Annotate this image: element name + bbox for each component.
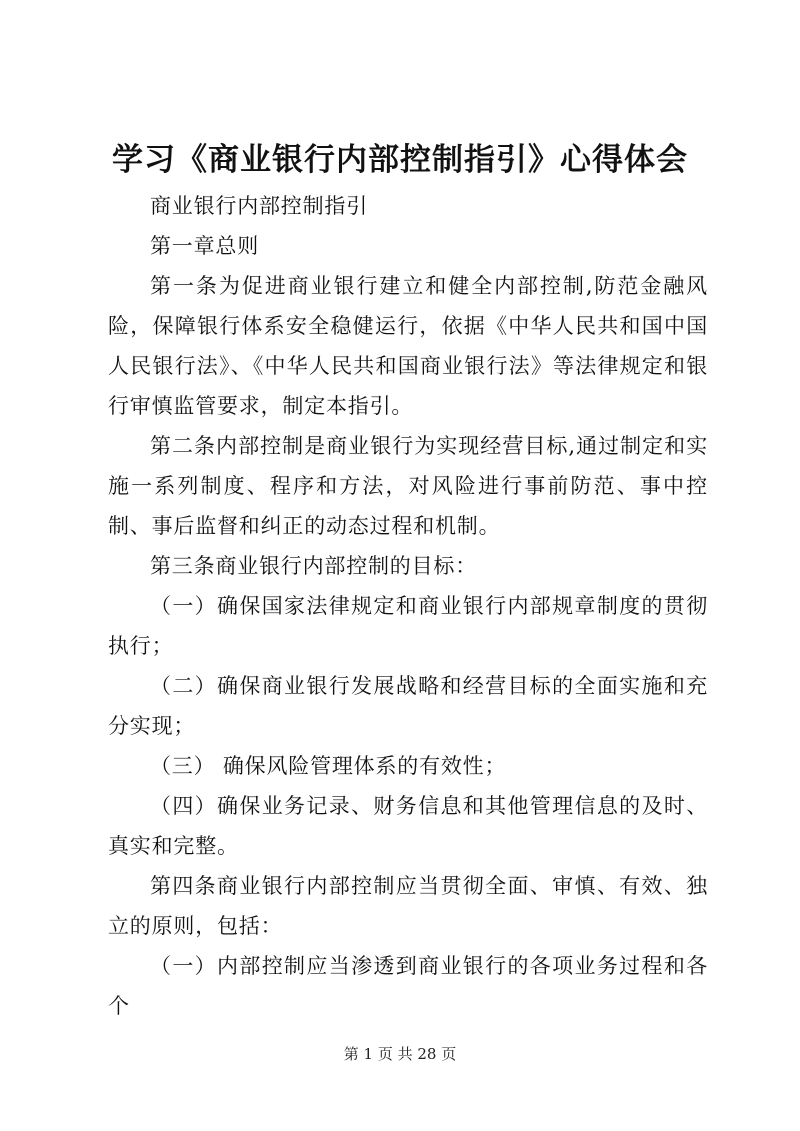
page-footer: 第 1 页 共 28 页 [343, 1045, 457, 1063]
paragraph-chapter-heading: 第一章总则 [150, 234, 259, 258]
document-title: 学习《商业银行内部控制指引》心得体会 [112, 142, 688, 178]
paragraph-subtitle: 商业银行内部控制指引 [150, 194, 368, 218]
paragraph-article-4: 第四条商业银行内部控制应当贯彻全面、审慎、有效、独立的原则，包括： [108, 874, 708, 938]
paragraph-item-1: （一）确保国家法律规定和商业银行内部规章制度的贯彻执行； [108, 594, 708, 658]
paragraph-article-1: 第一条为促进商业银行建立和健全内部控制,防范金融风险，保障银行体系安全稳健运行，依据《中华人民共和国中国人民银行法》、《中华人民共和国商业银行法》等法律规定和银行审慎监管要求，制定本指引。 [108, 274, 708, 418]
paragraph-item-4-1: （一）内部控制应当渗透到商业银行的各项业务过程和各个 [108, 954, 708, 1018]
paragraph-item-3: （三） 确保风险管理体系的有效性； [150, 754, 507, 778]
paragraph-item-4: （四）确保业务记录、财务信息和其他管理信息的及时、真实和完整。 [108, 794, 708, 858]
paragraph-article-2: 第二条内部控制是商业银行为实现经营目标,通过制定和实施一系列制度、程序和方法，对风险进行事前防范、事中控制、事后监督和纠正的动态过程和机制。 [108, 434, 708, 538]
paragraph-item-2: （二）确保商业银行发展战略和经营目标的全面实施和充分实现； [108, 674, 708, 738]
paragraph-article-3: 第三条商业银行内部控制的目标： [150, 554, 477, 578]
document-body [108, 186, 708, 1026]
